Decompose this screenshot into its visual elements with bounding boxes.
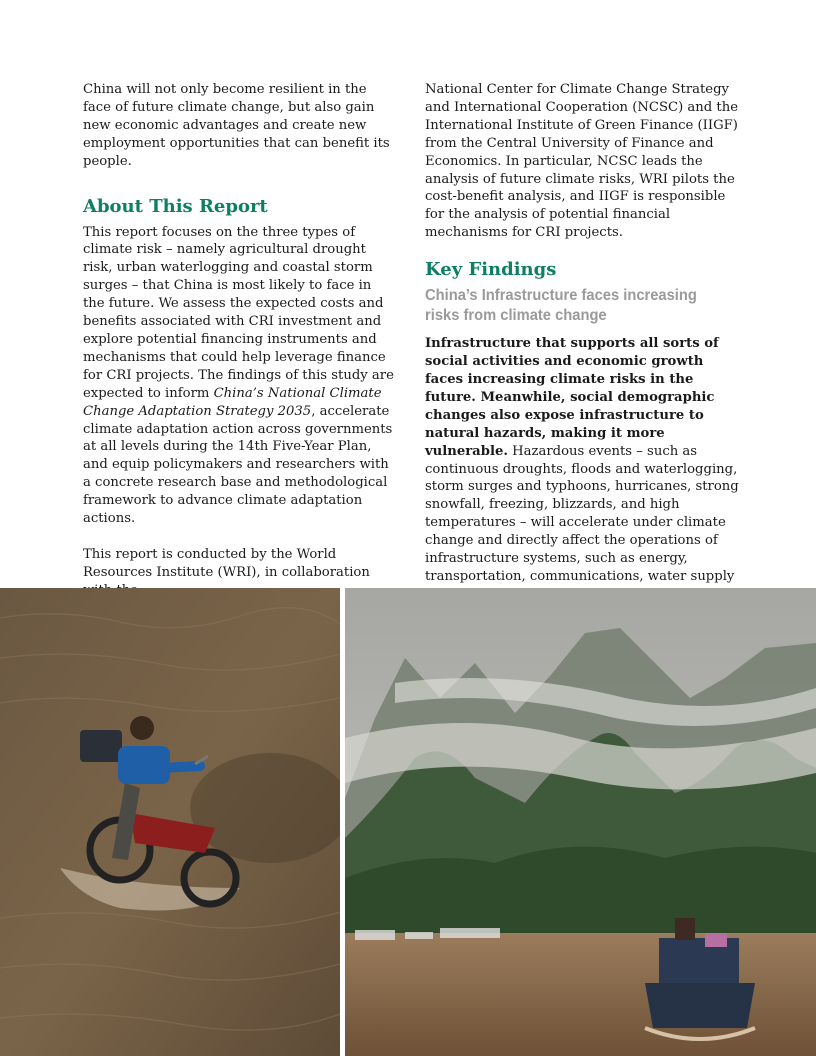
intro-paragraph: China will not only become resilient in the face of future climate change, but also gain new economic advantages and create new employment opportunities that can benefit its people. xyxy=(83,82,390,169)
right-column xyxy=(425,81,740,604)
about-paragraph-text-1: This report focuses on the three types of climate risk – namely agricultural drought risk, urban waterlogging and coastal storm surges – that China is most likely to face in the future. We assess the expected costs and benefits associated with CRI investment and explore potential financing instruments and mechanisms that could help leverage finance for CRI projects. The findings of this study are expected to inform xyxy=(83,224,394,401)
karst-river-photo xyxy=(345,588,816,1056)
conducted-by-paragraph: This report is conducted by the World Resources Institute (WRI), in collaboration xyxy=(83,546,370,580)
about-this-report-heading: About This Report xyxy=(83,195,268,217)
flood-motorbike-photo xyxy=(0,588,340,1056)
key-findings-heading: Key Findings xyxy=(425,259,557,281)
continuation-paragraph: National Center for Climate Change Strategy and International Cooperation (NCSC) and the International Institute of Green Finance (IIGF) from the Central University of Finance and Economics. In particular, NCSC leads the analysis of future climate risks, WRI pilots the cost-benefit analysis, and IIGF is responsible for the analysis of potential financial mechanisms for CRI projects. xyxy=(425,82,739,241)
left-column xyxy=(83,81,395,600)
findings-paragraph xyxy=(425,335,740,604)
infrastructure-subheading: China’s Infrastructure faces increasing risks from climate change xyxy=(425,287,697,325)
about-paragraph xyxy=(83,224,395,528)
about-paragraph-text-2: , accelerate climate adaptation action across governments at all levels during the 14th Five-Year Plan, and equip policymakers and researchers with a concrete research base and methodological framework to advance climate adaptation actions. xyxy=(83,403,393,527)
strategy-title: China’s National Climate Change Adaptation Strategy 2035 xyxy=(83,385,382,419)
findings-body: Hazardous events – such as continuous droughts, floods and waterlogging, storm surges and typhoons, hurricanes, strong snowfall, freezing, blizzards, and high temperatures – will accelerate under climate change and directly affect the operations of infrastructure systems, such as energy, transportation, communications, water supply xyxy=(425,443,739,584)
findings-bold-lead: Infrastructure that supports all sorts of social activities and economic growth faces increasing climate risks in the future. Meanwhile, social demographic changes also expose infrastructure to natural hazards, making it more vulnerable. xyxy=(425,336,719,459)
